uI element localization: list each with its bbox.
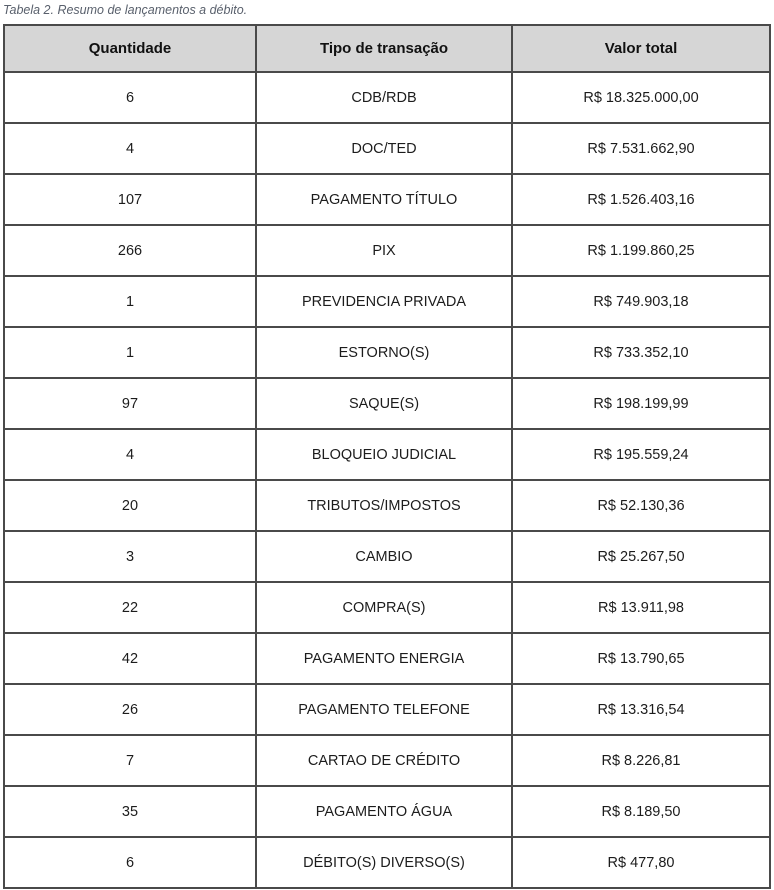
cell-quantidade: 42: [4, 633, 256, 684]
cell-tipo: PAGAMENTO ENERGIA: [256, 633, 512, 684]
table-row: [4, 735, 770, 786]
column-header-valor-total: Valor total: [512, 25, 770, 72]
cell-quantidade: 6: [4, 837, 256, 888]
debit-summary-table: [3, 24, 771, 889]
cell-valor: R$ 13.316,54: [512, 684, 770, 735]
table-row: [4, 531, 770, 582]
cell-tipo: TRIBUTOS/IMPOSTOS: [256, 480, 512, 531]
cell-quantidade: 1: [4, 327, 256, 378]
cell-valor: R$ 198.199,99: [512, 378, 770, 429]
cell-valor: R$ 18.325.000,00: [512, 72, 770, 123]
cell-quantidade: 266: [4, 225, 256, 276]
cell-quantidade: 97: [4, 378, 256, 429]
table-row: [4, 276, 770, 327]
cell-quantidade: 1: [4, 276, 256, 327]
cell-valor: R$ 13.911,98: [512, 582, 770, 633]
cell-valor: R$ 733.352,10: [512, 327, 770, 378]
header-row: [4, 25, 770, 72]
cell-tipo: CAMBIO: [256, 531, 512, 582]
column-header-tipo-de-transacao: Tipo de transação: [256, 25, 512, 72]
cell-tipo: PAGAMENTO TELEFONE: [256, 684, 512, 735]
table-row: [4, 225, 770, 276]
cell-quantidade: 22: [4, 582, 256, 633]
cell-valor: R$ 8.189,50: [512, 786, 770, 837]
cell-valor: R$ 7.531.662,90: [512, 123, 770, 174]
cell-valor: R$ 1.199.860,25: [512, 225, 770, 276]
table-row: [4, 837, 770, 888]
cell-quantidade: 35: [4, 786, 256, 837]
cell-quantidade: 3: [4, 531, 256, 582]
cell-quantidade: 6: [4, 72, 256, 123]
cell-valor: R$ 749.903,18: [512, 276, 770, 327]
table-row: [4, 174, 770, 225]
cell-quantidade: 20: [4, 480, 256, 531]
table-row: [4, 684, 770, 735]
table-header: [4, 25, 770, 72]
cell-tipo: CARTAO DE CRÉDITO: [256, 735, 512, 786]
cell-tipo: BLOQUEIO JUDICIAL: [256, 429, 512, 480]
cell-tipo: COMPRA(S): [256, 582, 512, 633]
cell-tipo: SAQUE(S): [256, 378, 512, 429]
cell-tipo: PAGAMENTO ÁGUA: [256, 786, 512, 837]
cell-tipo: DÉBITO(S) DIVERSO(S): [256, 837, 512, 888]
table-row: [4, 123, 770, 174]
table-row: [4, 480, 770, 531]
table-row: [4, 582, 770, 633]
cell-valor: R$ 8.226,81: [512, 735, 770, 786]
cell-valor: R$ 477,80: [512, 837, 770, 888]
cell-valor: R$ 1.526.403,16: [512, 174, 770, 225]
table-row: [4, 327, 770, 378]
cell-tipo: PAGAMENTO TÍTULO: [256, 174, 512, 225]
table-row: [4, 633, 770, 684]
cell-valor: R$ 13.790,65: [512, 633, 770, 684]
cell-valor: R$ 195.559,24: [512, 429, 770, 480]
cell-tipo: DOC/TED: [256, 123, 512, 174]
cell-valor: R$ 52.130,36: [512, 480, 770, 531]
cell-quantidade: 4: [4, 429, 256, 480]
cell-tipo: ESTORNO(S): [256, 327, 512, 378]
cell-tipo: PIX: [256, 225, 512, 276]
table-row: [4, 378, 770, 429]
cell-tipo: PREVIDENCIA PRIVADA: [256, 276, 512, 327]
cell-quantidade: 4: [4, 123, 256, 174]
table-body: [4, 72, 770, 888]
table-row: [4, 786, 770, 837]
table-row: [4, 429, 770, 480]
table-caption: Tabela 2. Resumo de lançamentos a débito.: [3, 3, 248, 17]
cell-tipo: CDB/RDB: [256, 72, 512, 123]
cell-quantidade: 7: [4, 735, 256, 786]
table-row: [4, 72, 770, 123]
cell-quantidade: 107: [4, 174, 256, 225]
column-header-quantidade: Quantidade: [4, 25, 256, 72]
cell-valor: R$ 25.267,50: [512, 531, 770, 582]
cell-quantidade: 26: [4, 684, 256, 735]
